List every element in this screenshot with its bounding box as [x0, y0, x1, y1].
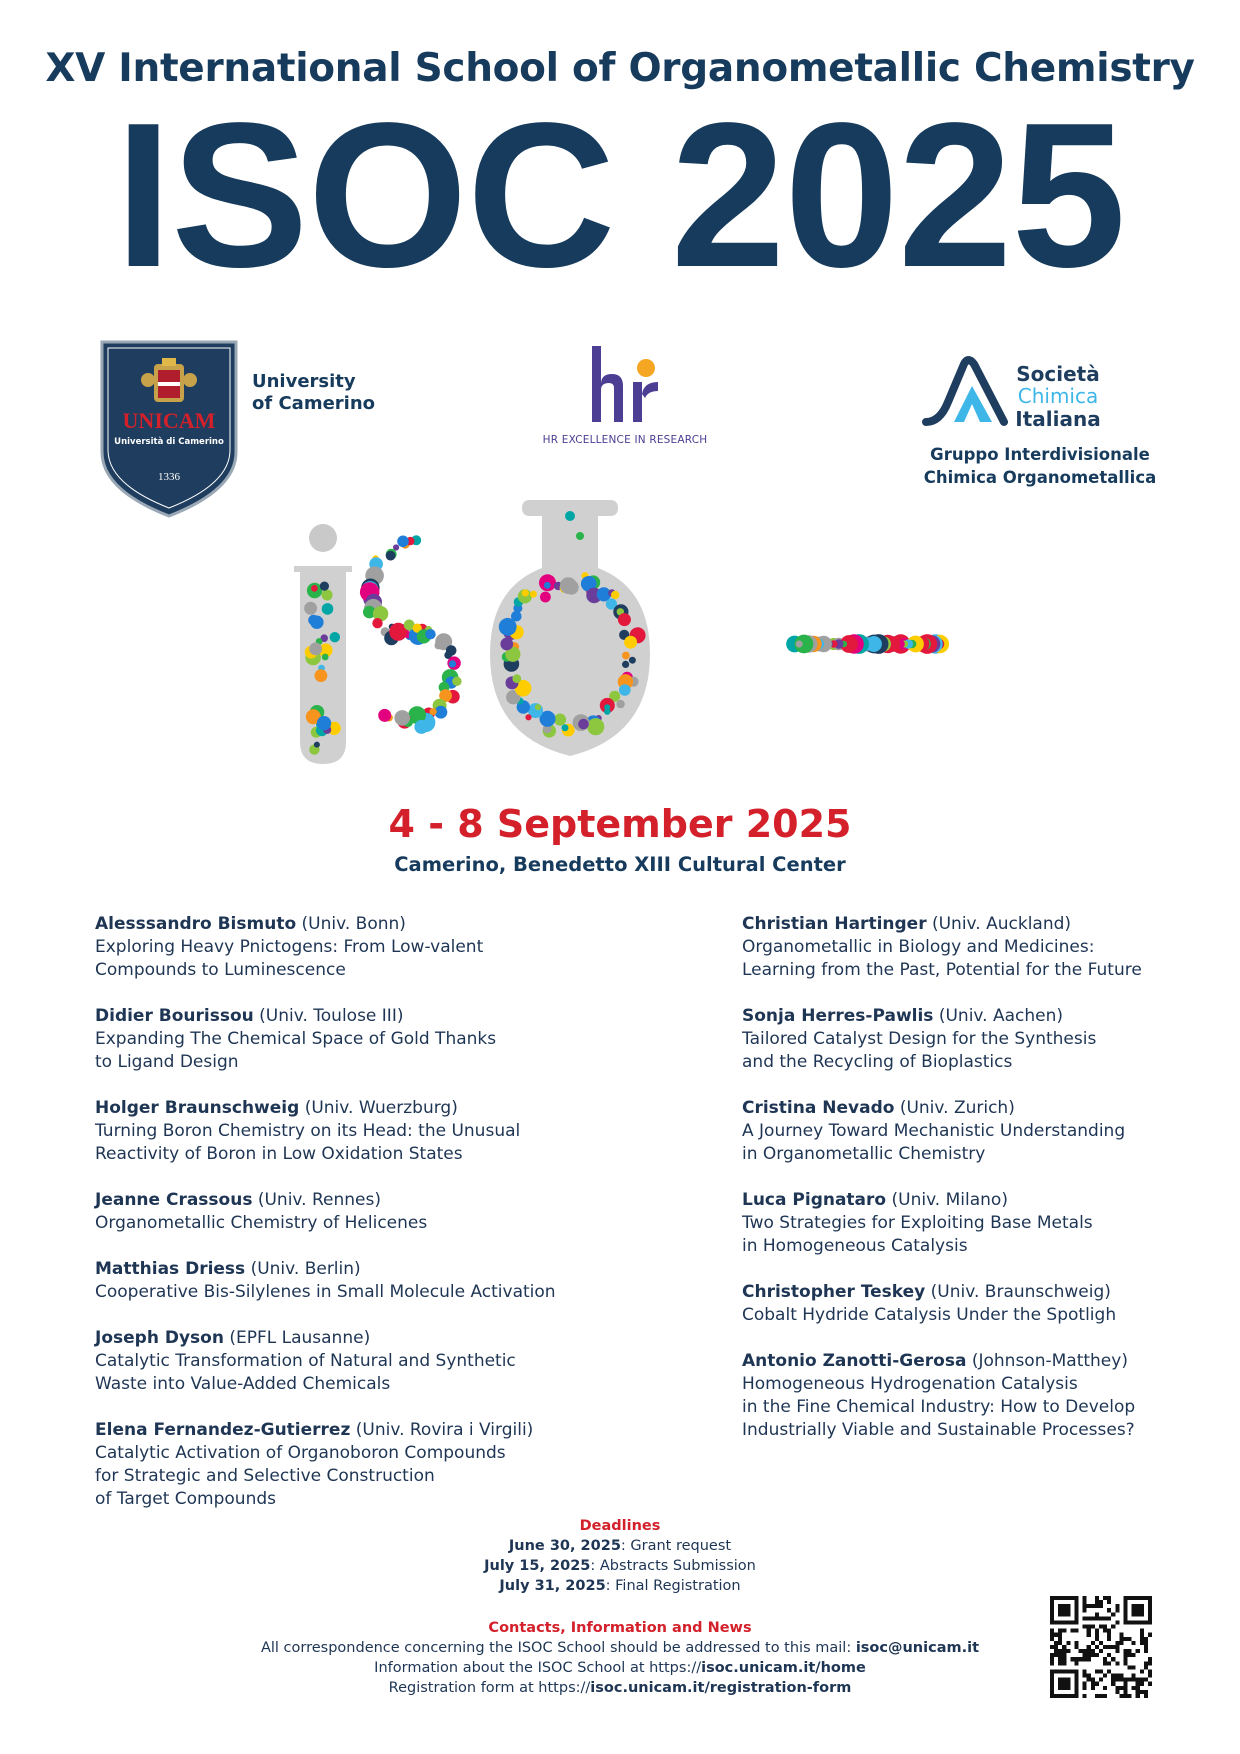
speaker-affiliation: (Univ. Bonn)	[296, 914, 406, 934]
speaker-name: Antonio Zanotti-Gerosa	[742, 1351, 967, 1371]
speaker-entry	[742, 1189, 1212, 1258]
speaker-affiliation: (Univ. Aachen)	[933, 1006, 1063, 1026]
speaker-talk-title: Homogeneous Hydrogenation Catalysis in the Fine Chemical Industry: How to Develop Industrially Viable and Sustainable Processes?	[742, 1374, 1136, 1440]
speaker-entry	[95, 1258, 605, 1304]
speaker-name: Christopher Teskey	[742, 1282, 926, 1302]
speaker-talk-title: Expanding The Chemical Space of Gold Thanks to Ligand Design	[95, 1029, 497, 1072]
speaker-talk-title: Cooperative Bis-Silylenes in Small Molecule Activation	[95, 1282, 556, 1302]
societa-chimica-italiana-logo	[920, 356, 1148, 436]
speaker-name: Luca Pignataro	[742, 1190, 887, 1210]
unicam-name	[252, 371, 375, 415]
speaker-name: Cristina Nevado	[742, 1098, 895, 1118]
hr-excellence-logo	[548, 344, 698, 444]
event-subtitle: XV International School of Organometallic Chemistry	[45, 46, 1195, 91]
speaker-talk-title: Exploring Heavy Pnictogens: From Low-valent Compounds to Luminescence	[95, 937, 484, 980]
speaker-name: Christian Hartinger	[742, 914, 927, 934]
isoc-bubble-illustration	[280, 496, 960, 776]
deadline-item	[0, 1536, 1240, 1556]
speaker-talk-title: A Journey Toward Mechanistic Understanding in Organometallic Chemistry	[742, 1121, 1126, 1164]
deadline-date: July 15, 2025	[484, 1558, 591, 1574]
speaker-entry	[95, 1419, 605, 1511]
hr-caption: HR EXCELLENCE IN RESEARCH	[542, 434, 708, 446]
speaker-entry	[95, 1327, 605, 1396]
speaker-talk-title: Catalytic Activation of Organoboron Compounds for Strategic and Selective Construction of Target Compounds	[95, 1443, 506, 1509]
deadline-item	[0, 1576, 1240, 1596]
speaker-name: Elena Fernandez-Gutierrez	[95, 1420, 351, 1440]
speakers-left-column	[95, 913, 605, 1534]
deadline-date: June 30, 2025	[508, 1538, 621, 1554]
deadlines-heading: Deadlines	[579, 1518, 661, 1534]
unicam-shield-sub: Università di Camerino	[114, 437, 224, 447]
speaker-name: Sonja Herres-Pawlis	[742, 1006, 934, 1026]
speaker-talk-title: Catalytic Transformation of Natural and Synthetic Waste into Value-Added Chemicals	[95, 1351, 516, 1394]
speaker-name: Matthias Driess	[95, 1259, 246, 1279]
contact-registration-link[interactable]: isoc.unicam.it/registration-form	[590, 1680, 852, 1696]
speaker-talk-title: Two Strategies for Exploiting Base Metals in Homogeneous Catalysis	[742, 1213, 1093, 1256]
speaker-name: Didier Bourissou	[95, 1006, 254, 1026]
speaker-affiliation: (Univ. Zurich)	[894, 1098, 1015, 1118]
deadlines-section	[0, 1516, 1240, 1596]
speaker-name: Jeanne Crassous	[95, 1190, 253, 1210]
speaker-name: Joseph Dyson	[95, 1328, 224, 1348]
event-venue: Camerino, Benedetto XIII Cultural Center	[394, 853, 846, 876]
contact-info-text: Information about the ISOC School at https://	[374, 1660, 702, 1676]
sci-line2: Chimica	[1017, 384, 1099, 408]
event-dates: 4 - 8 September 2025	[388, 802, 852, 846]
speaker-affiliation: (Univ. Braunschweig)	[925, 1282, 1111, 1302]
speaker-name: Holger Braunschweig	[95, 1098, 300, 1118]
contact-email-link[interactable]: isoc@unicam.it	[855, 1640, 980, 1656]
speakers-right-column	[742, 913, 1212, 1465]
speaker-entry	[95, 913, 605, 982]
speaker-entry	[742, 1005, 1212, 1074]
contact-registration-text: Registration form at https://	[388, 1680, 591, 1696]
speaker-affiliation: (EPFL Lausanne)	[223, 1328, 371, 1348]
speaker-entry	[95, 1189, 605, 1235]
speaker-affiliation: (Univ. Rennes)	[252, 1190, 381, 1210]
sci-caption-line1: Gruppo Interdivisionale	[930, 445, 1150, 464]
deadline-label: : Abstracts Submission	[590, 1558, 756, 1574]
speaker-talk-title: Organometallic Chemistry of Helicenes	[95, 1213, 428, 1233]
deadline-date: July 31, 2025	[499, 1578, 606, 1594]
speaker-affiliation: (Univ. Auckland)	[926, 914, 1072, 934]
sci-line1: Società	[1016, 362, 1100, 386]
sci-line3: Italiana	[1015, 407, 1101, 431]
speaker-affiliation: (Univ. Berlin)	[245, 1259, 361, 1279]
event-title: ISOC 2025	[114, 80, 1126, 310]
sci-caption	[900, 443, 1180, 489]
contacts-heading: Contacts, Information and News	[488, 1620, 752, 1636]
speaker-entry	[95, 1005, 605, 1074]
speaker-affiliation: (Johnson-Matthey)	[966, 1351, 1128, 1371]
unicam-shield-name: UNICAM	[122, 408, 216, 433]
speaker-talk-title: Cobalt Hydride Catalysis Under the Spotligh	[742, 1305, 1117, 1325]
deadline-item	[0, 1556, 1240, 1576]
speaker-talk-title: Tailored Catalyst Design for the Synthesis and the Recycling of Bioplastics	[742, 1029, 1097, 1072]
speaker-talk-title: Turning Boron Chemistry on its Head: the Unusual Reactivity of Boron in Low Oxidation States	[95, 1121, 521, 1164]
unicam-name-line2: of Camerino	[252, 393, 376, 414]
speaker-affiliation: (Univ. Milano)	[886, 1190, 1008, 1210]
unicam-name-line1: University	[252, 371, 356, 392]
speaker-affiliation: (Univ. Toulose III)	[253, 1006, 404, 1026]
speaker-entry	[742, 913, 1212, 982]
contact-info-link[interactable]: isoc.unicam.it/home	[701, 1660, 866, 1676]
speaker-entry	[742, 1097, 1212, 1166]
speaker-entry	[742, 1281, 1212, 1327]
sci-caption-line2: Chimica Organometallica	[923, 468, 1157, 487]
deadline-label: : Final Registration	[605, 1578, 741, 1594]
contact-email-text: All correspondence concerning the ISOC School should be addressed to this mail:	[260, 1640, 856, 1656]
speaker-affiliation: (Univ. Wuerzburg)	[299, 1098, 458, 1118]
speaker-affiliation: (Univ. Rovira i Virgili)	[350, 1420, 534, 1440]
speaker-entry	[95, 1097, 605, 1166]
speaker-name: Alesssandro Bismuto	[95, 914, 297, 934]
unicam-shield-year: 1336	[158, 471, 180, 483]
unicam-shield-logo	[100, 340, 238, 518]
speaker-talk-title: Organometallic in Biology and Medicines: Learning from the Past, Potential for the Future	[742, 937, 1142, 980]
qr-code-icon[interactable]	[1050, 1596, 1152, 1698]
speaker-entry	[742, 1350, 1212, 1442]
deadline-label: : Grant request	[620, 1538, 732, 1554]
